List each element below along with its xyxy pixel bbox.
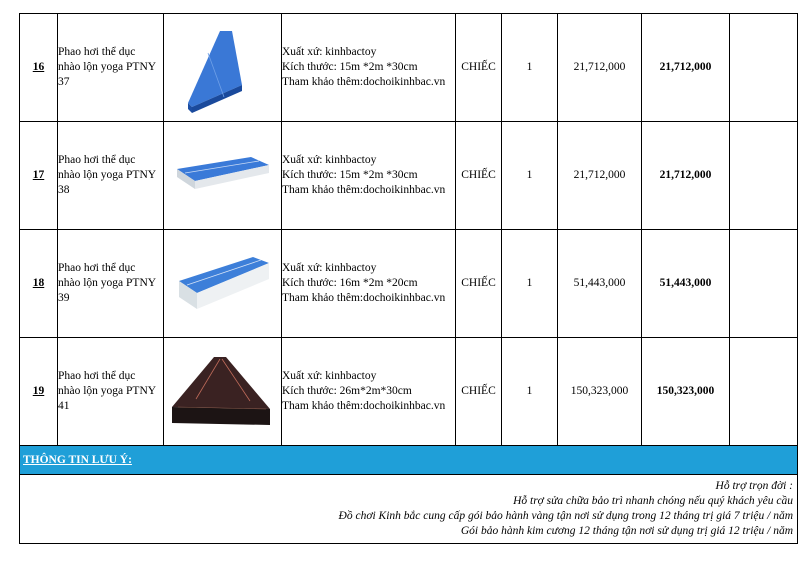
size-text: Kích thước: 26m*2m*30cm xyxy=(282,385,412,397)
name-line: nhào lộn yoga PTNY xyxy=(58,61,157,73)
product-name xyxy=(58,230,164,338)
row-index: 17 xyxy=(20,122,58,230)
product-name xyxy=(58,338,164,446)
reference-text: Tham khảo thêm:dochoikinhbac.vn xyxy=(282,292,446,304)
notes-header-row xyxy=(20,446,798,475)
note-line: Hỗ trợ sửa chữa bảo trì nhanh chóng nếu quý khách yêu cầu xyxy=(513,495,793,507)
note-line: Đồ chơi Kinh bắc cung cấp gói bảo hành vàng tận nơi sử dụng trong 12 tháng trị giá 7 triệu / năm xyxy=(338,510,793,522)
unit-price-cell: 21,712,000 xyxy=(558,14,642,122)
notes-body-row xyxy=(20,475,798,544)
quantity-cell: 1 xyxy=(502,14,558,122)
name-line: Phao hơi thể dục xyxy=(58,46,136,58)
notes-body xyxy=(20,475,798,544)
total-cell: 51,443,000 xyxy=(642,230,730,338)
total-cell: 21,712,000 xyxy=(642,122,730,230)
product-image xyxy=(164,122,282,230)
name-line: nhào lộn yoga PTNY xyxy=(58,385,157,397)
name-line: Phao hơi thể dục xyxy=(58,262,136,274)
name-line: 38 xyxy=(58,184,70,196)
product-description xyxy=(282,230,456,338)
row-index: 16 xyxy=(20,14,58,122)
origin-text: Xuất xứ: kinhbactoy xyxy=(282,370,377,382)
product-image xyxy=(164,230,282,338)
blue-air-mat-icon xyxy=(168,23,278,113)
name-line: nhào lộn yoga PTNY xyxy=(58,169,157,181)
note-line: Gói bảo hành kim cương 12 tháng tận nơi sử dụng trị giá 12 triệu / năm xyxy=(460,525,793,537)
unit-price-cell: 51,443,000 xyxy=(558,230,642,338)
size-text: Kích thước: 15m *2m *30cm xyxy=(282,169,418,181)
reference-text: Tham khảo thêm:dochoikinhbac.vn xyxy=(282,400,446,412)
blue-white-air-track-icon xyxy=(173,249,273,319)
name-line: Phao hơi thể dục xyxy=(58,154,136,166)
product-table xyxy=(19,13,798,544)
row-index: 18 xyxy=(20,230,58,338)
quantity-cell: 1 xyxy=(502,338,558,446)
unit-cell: CHIẾC xyxy=(456,338,502,446)
name-line: 41 xyxy=(58,400,70,412)
name-line: 37 xyxy=(58,76,70,88)
table-row xyxy=(20,14,798,122)
empty-cell xyxy=(730,230,798,338)
dark-air-track-icon xyxy=(170,349,276,435)
empty-cell xyxy=(730,122,798,230)
quantity-cell: 1 xyxy=(502,230,558,338)
reference-text: Tham khảo thêm:dochoikinhbac.vn xyxy=(282,184,446,196)
product-image xyxy=(164,338,282,446)
product-description xyxy=(282,338,456,446)
empty-cell xyxy=(730,338,798,446)
product-description xyxy=(282,122,456,230)
product-name xyxy=(58,122,164,230)
size-text: Kích thước: 16m *2m *20cm xyxy=(282,277,418,289)
name-line: Phao hơi thể dục xyxy=(58,370,136,382)
total-cell: 150,323,000 xyxy=(642,338,730,446)
quotation-sheet xyxy=(19,13,797,544)
row-index: 19 xyxy=(20,338,58,446)
note-line: Hỗ trợ trọn đời : xyxy=(715,480,793,492)
origin-text: Xuất xứ: kinhbactoy xyxy=(282,154,377,166)
total-cell: 21,712,000 xyxy=(642,14,730,122)
product-name xyxy=(58,14,164,122)
name-line: 39 xyxy=(58,292,70,304)
table-row xyxy=(20,122,798,230)
notes-heading: THÔNG TIN LƯU Ý: xyxy=(20,446,798,475)
table-row xyxy=(20,230,798,338)
unit-price-cell: 150,323,000 xyxy=(558,338,642,446)
reference-text: Tham khảo thêm:dochoikinhbac.vn xyxy=(282,76,446,88)
size-text: Kích thước: 15m *2m *30cm xyxy=(282,61,418,73)
table-row xyxy=(20,338,798,446)
empty-cell xyxy=(730,14,798,122)
name-line: nhào lộn yoga PTNY xyxy=(58,277,157,289)
product-image xyxy=(164,14,282,122)
product-description xyxy=(282,14,456,122)
unit-price-cell: 21,712,000 xyxy=(558,122,642,230)
origin-text: Xuất xứ: kinhbactoy xyxy=(282,262,377,274)
unit-cell: CHIẾC xyxy=(456,230,502,338)
unit-cell: CHIẾC xyxy=(456,14,502,122)
quantity-cell: 1 xyxy=(502,122,558,230)
unit-cell: CHIẾC xyxy=(456,122,502,230)
origin-text: Xuất xứ: kinhbactoy xyxy=(282,46,377,58)
blue-air-track-icon xyxy=(173,151,273,201)
